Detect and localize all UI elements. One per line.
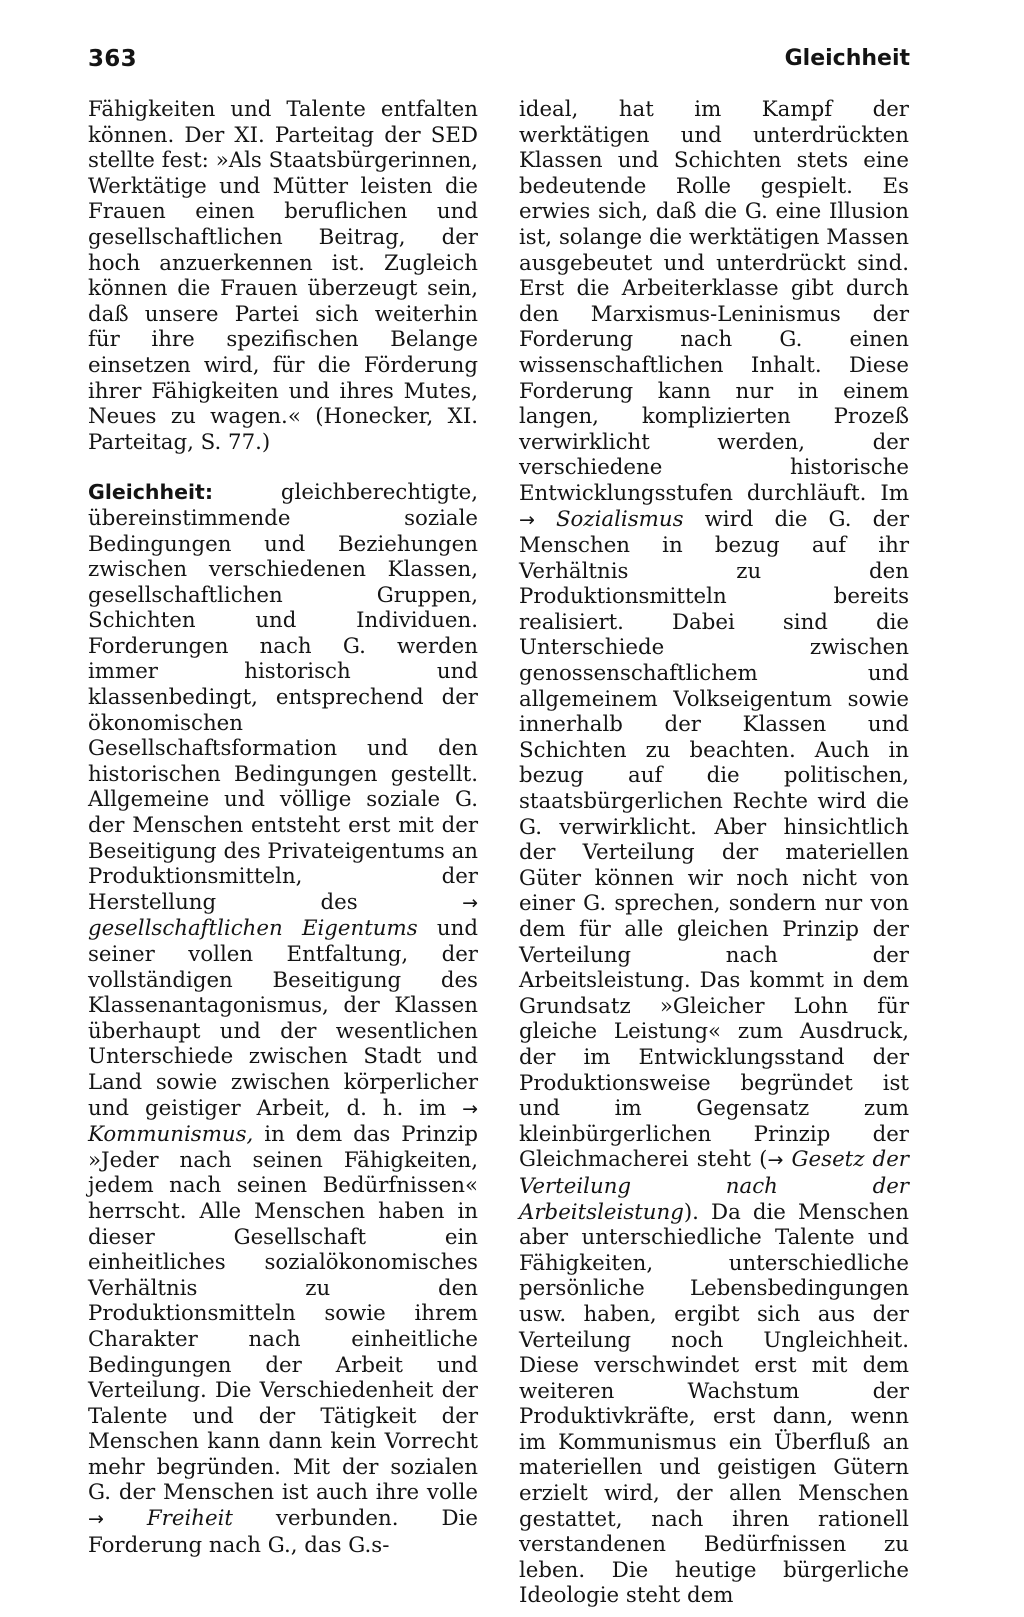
page-number: 363 <box>88 46 137 72</box>
entry-text-part: und seiner vollen Entfaltung, der vollständigen Beseitigung des Klassenantagonismus, der Klassen überhaupt und der wesentlichen Unterschiede zwischen Stadt und Land sowie zwischen körperlicher und geistiger Arbeit, d. h. im <box>88 916 478 1121</box>
left-column <box>88 97 478 1558</box>
entry-text-part: ideal, hat im Kampf der werktätigen und unterdrückten Klassen und Schichten stets eine bedeutende Rolle gespielt. Es erwies sich, daß die G. eine Illusion ist, solange die werktätigen Massen ausgebeutet und unterdrückt sind. Erst die Arbeiterklasse gibt durch den Marxismus-Leninismus der Forderung nach G. einen wissenschaftlichen Inhalt. Diese Forderung kann nur in einem langen, komplizierten Prozeß verwirklicht werden, der verschiedene historische Entwicklungsstufen durchläuft. Im <box>519 97 909 506</box>
entry-text-part: gleichberechtigte, übereinstimmende soziale Bedingungen und Beziehungen zwischen verschiedenen Klassen, gesellschaftlichen Gruppen, Schichten und Individuen. Forderungen nach G. werden immer historisch und klassenbedingt, entsprechend der ökonomischen Gesellschaftsformation und den historischen Bedingungen gestellt. Allgemeine und völlige soziale G. der Menschen entsteht erst mit der Beseitigung des Privateigentums an Produktionsmitteln, der Herstellung des <box>88 480 478 915</box>
entry-text-part: ). Da die Menschen aber unterschiedliche Talente und Fähigkeiten, unterschiedliche persönliche Lebensbedingungen usw. haben, ergibt sich aus der Verteilung noch Ungleichheit. Diese verschwindet erst mit dem weiteren Wachstum der Produktivkräfte, erst dann, wenn im Kommunismus ein Überfluß an materiellen und geistigen Gütern erzielt wird, der allen Menschen gestattet, nach ihren rationell verstandenen Bedürfnissen zu leben. Die heutige bürgerliche Ideologie steht dem <box>519 1199 909 1609</box>
cross-reference: gesellschaftlichen Eigentums <box>88 916 418 942</box>
cross-reference: Gesetz der Verteilung nach der Arbeitsleistung <box>519 1147 909 1225</box>
page-header <box>88 46 910 86</box>
cross-reference: Kommunismus, <box>88 1122 254 1148</box>
cross-reference-arrow-icon: → <box>519 508 535 531</box>
right-column <box>519 97 909 1609</box>
entry-text-part: verbunden. Die Forderung nach G., das G.s- <box>88 1506 478 1558</box>
entry-text-part: in dem das Prinzip »Jeder nach seinen Fähigkeiten, jedem nach seinen Bedürfnissen« herrscht. Alle Menschen haben in dieser Gesellschaft ein einheitliches sozialökonomisches Verhältnis zu den Produktionsmitteln sowie ihrem Charakter nach einheitliche Bedingungen der Arbeit und Verteilung. Die Verschiedenheit der Talente und der Tätigkeit der Menschen kann dann kein Vorrecht mehr begründen. Mit der sozialen G. der Menschen ist auch ihre volle <box>88 1122 478 1506</box>
cross-reference-arrow-icon: → <box>462 1097 478 1120</box>
entry-continuation <box>519 97 909 1609</box>
entry-term: Gleichheit: <box>88 480 214 505</box>
cross-reference: Freiheit <box>146 1506 233 1532</box>
entry-text-part: wird die G. der Menschen in bezug auf ihr Verhältnis zu den Produktionsmitteln bereits realisiert. Dabei sind die Unterschiede zwischen genossenschaftlichem und allgemeinem Volkseigentum sowie innerhalb der Klassen und Schichten zu beachten. Auch in bezug auf die politischen, staatsbürgerlichen Rechte wird die G. verwirklicht. Aber hinsichtlich der Verteilung der materiellen Güter können wir noch nicht von einer G. sprechen, sondern nur von dem für alle gleichen Prinzip der Verteilung nach der Arbeitsleistung. Das kommt in dem Grundsatz »Gleicher Lohn für gleiche Leistung« zum Ausdruck, der im Entwicklungsstand der Produktionsweise begründet ist und im Gegensatz zum kleinbürgerlichen Prinzip der Gleichmacherei steht ( <box>519 506 910 1173</box>
running-head: Gleichheit <box>784 46 910 71</box>
entry-gleichheit <box>88 480 478 1558</box>
cross-reference-arrow-icon: → <box>767 1149 784 1172</box>
cross-reference-arrow-icon: → <box>88 1508 104 1531</box>
cross-reference-arrow-icon: → <box>462 891 478 914</box>
continued-paragraph: Fähigkeiten und Talente entfalten können. Der XI. Parteitag der SED stellte fest: »Als Staatsbürgerinnen, Werktätige und Mütter leisten die Frauen einen beruflichen und gesellschaftlichen Beitrag, der hoch anzuerkennen ist. Zugleich können die Frauen überzeugt sein, daß unsere Partei sich weiterhin für ihre spezifischen Belange einsetzen wird, für die Förderung ihrer Fähigkeiten und ihres Mutes, Neues zu wagen.« (Honecker, XI. Parteitag, S. 77.) <box>88 97 478 455</box>
cross-reference: Sozialismus <box>555 506 684 532</box>
